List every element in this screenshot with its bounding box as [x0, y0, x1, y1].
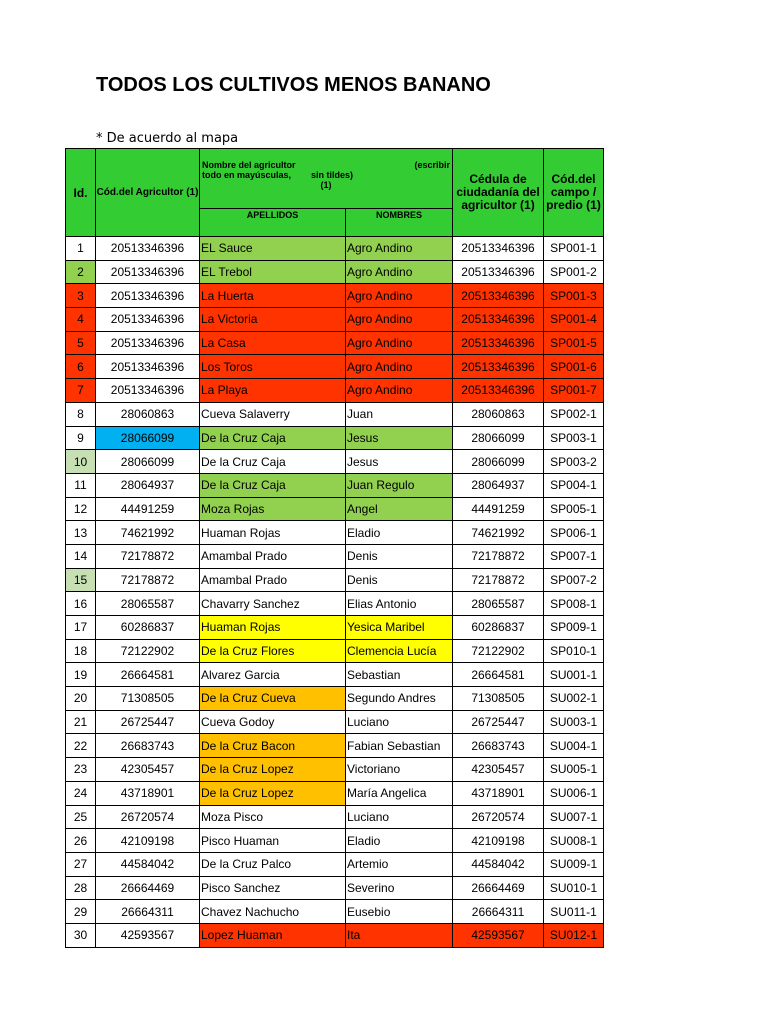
cell-id: 7 — [66, 379, 96, 403]
header-nombre-escribir: (escribir — [414, 160, 451, 170]
header-apellidos: APELLIDOS — [200, 209, 346, 237]
cell-cod-agricultor: 42593567 — [96, 923, 200, 947]
cell-cod-campo: SP001-3 — [544, 284, 604, 308]
cell-cod-campo: SU010-1 — [544, 876, 604, 900]
cell-id: 20 — [66, 687, 96, 711]
header-cedula: Cédula de ciudadanía del agricultor (1) — [453, 149, 544, 237]
cell-nombres: Clemencia Lucía — [346, 639, 453, 663]
cell-cod-campo: SU012-1 — [544, 923, 604, 947]
cell-cod-campo: SU005-1 — [544, 758, 604, 782]
cell-nombres: Denis — [346, 568, 453, 592]
header-id: Id. — [66, 149, 96, 237]
cell-apellidos: La Playa — [200, 379, 346, 403]
cell-cod-campo: SU009-1 — [544, 852, 604, 876]
cell-nombres: Agro Andino — [346, 260, 453, 284]
cell-cedula: 26664469 — [453, 876, 544, 900]
cell-cod-campo: SP003-2 — [544, 450, 604, 474]
cell-cod-campo: SP009-1 — [544, 616, 604, 640]
table-row — [66, 568, 604, 592]
cell-cod-agricultor: 42305457 — [96, 758, 200, 782]
cell-nombres: María Angelica — [346, 781, 453, 805]
header-nombre-line2: todo en mayúsculas, sin tildes) — [202, 170, 354, 180]
cell-cod-agricultor: 71308505 — [96, 687, 200, 711]
cell-cedula: 20513346396 — [453, 331, 544, 355]
cell-id: 17 — [66, 616, 96, 640]
cell-nombres: Sebastian — [346, 663, 453, 687]
table-row — [66, 426, 604, 450]
cell-cod-campo: SP005-1 — [544, 497, 604, 521]
cell-apellidos: Alvarez Garcia — [200, 663, 346, 687]
table-row — [66, 355, 604, 379]
cell-id: 26 — [66, 829, 96, 853]
cell-cod-agricultor: 26664469 — [96, 876, 200, 900]
cell-cedula: 42305457 — [453, 758, 544, 782]
cell-cod-campo: SU002-1 — [544, 687, 604, 711]
map-note: * De acuerdo al mapa — [96, 131, 239, 146]
cell-cod-agricultor: 26664581 — [96, 663, 200, 687]
cell-cod-agricultor: 20513346396 — [96, 284, 200, 308]
cell-cod-campo: SU006-1 — [544, 781, 604, 805]
table-row — [66, 284, 604, 308]
cell-apellidos: De la Cruz Cueva — [200, 687, 346, 711]
cell-apellidos: Huaman Rojas — [200, 521, 346, 545]
cell-apellidos: Chavarry Sanchez — [200, 592, 346, 616]
cell-cod-campo: SU008-1 — [544, 829, 604, 853]
cell-cod-campo: SP002-1 — [544, 402, 604, 426]
cell-nombres: Jesus — [346, 450, 453, 474]
table-row — [66, 592, 604, 616]
table-body — [66, 237, 604, 948]
cell-apellidos: Moza Rojas — [200, 497, 346, 521]
cell-id: 11 — [66, 473, 96, 497]
cell-cod-agricultor: 26664311 — [96, 900, 200, 924]
cell-cod-campo: SU011-1 — [544, 900, 604, 924]
cell-id: 24 — [66, 781, 96, 805]
cell-cod-agricultor: 20513346396 — [96, 308, 200, 332]
cell-cedula: 44584042 — [453, 852, 544, 876]
cell-id: 4 — [66, 308, 96, 332]
cell-apellidos: Los Toros — [200, 355, 346, 379]
cell-cod-agricultor: 26683743 — [96, 734, 200, 758]
cell-apellidos: La Casa — [200, 331, 346, 355]
table-row — [66, 237, 604, 261]
cell-nombres: Victoriano — [346, 758, 453, 782]
cell-cod-agricultor: 20513346396 — [96, 379, 200, 403]
cell-apellidos: La Huerta — [200, 284, 346, 308]
cell-nombres: Agro Andino — [346, 284, 453, 308]
cell-id: 9 — [66, 426, 96, 450]
cell-nombres: Angel — [346, 497, 453, 521]
table-row — [66, 805, 604, 829]
cell-id: 21 — [66, 710, 96, 734]
cell-apellidos: Pisco Huaman — [200, 829, 346, 853]
cell-cod-campo: SP001-7 — [544, 379, 604, 403]
cell-apellidos: De la Cruz Caja — [200, 473, 346, 497]
table-row — [66, 497, 604, 521]
cell-cedula: 42593567 — [453, 923, 544, 947]
table-row — [66, 544, 604, 568]
header-nombre-line3: (1) — [320, 180, 332, 190]
table-row — [66, 734, 604, 758]
cell-cedula: 26664581 — [453, 663, 544, 687]
cell-cod-campo: SP010-1 — [544, 639, 604, 663]
table-row — [66, 758, 604, 782]
table-row — [66, 663, 604, 687]
cell-cod-campo: SU004-1 — [544, 734, 604, 758]
cell-nombres: Jesus — [346, 426, 453, 450]
cell-cedula: 60286837 — [453, 616, 544, 640]
cell-id: 5 — [66, 331, 96, 355]
cell-cod-campo: SP001-4 — [544, 308, 604, 332]
cell-apellidos: Lopez Huaman — [200, 923, 346, 947]
cell-nombres: Agro Andino — [346, 355, 453, 379]
cell-cod-campo: SU007-1 — [544, 805, 604, 829]
table-row — [66, 687, 604, 711]
cell-cedula: 28066099 — [453, 450, 544, 474]
table-row — [66, 852, 604, 876]
cell-id: 13 — [66, 521, 96, 545]
cell-cod-agricultor: 72122902 — [96, 639, 200, 663]
cell-cod-campo: SU003-1 — [544, 710, 604, 734]
cell-cod-campo: SP008-1 — [544, 592, 604, 616]
cell-id: 15 — [66, 568, 96, 592]
cell-cedula: 28064937 — [453, 473, 544, 497]
cell-nombres: Agro Andino — [346, 237, 453, 261]
cell-cedula: 28065587 — [453, 592, 544, 616]
header-nombre-line1: Nombre del agricultor — [202, 160, 296, 170]
cell-id: 6 — [66, 355, 96, 379]
cell-cod-agricultor: 28066099 — [96, 450, 200, 474]
cell-nombres: Ita — [346, 923, 453, 947]
cell-apellidos: La Victoria — [200, 308, 346, 332]
cell-cod-campo: SP006-1 — [544, 521, 604, 545]
table-row — [66, 876, 604, 900]
cell-apellidos: De la Cruz Caja — [200, 450, 346, 474]
cell-id: 29 — [66, 900, 96, 924]
table-row — [66, 402, 604, 426]
cell-apellidos: De la Cruz Palco — [200, 852, 346, 876]
cell-cod-agricultor: 20513346396 — [96, 237, 200, 261]
cell-apellidos: Amambal Prado — [200, 544, 346, 568]
table-row — [66, 710, 604, 734]
cell-apellidos: Amambal Prado — [200, 568, 346, 592]
cell-id: 3 — [66, 284, 96, 308]
cell-cedula: 26725447 — [453, 710, 544, 734]
cell-cod-campo: SP007-1 — [544, 544, 604, 568]
cell-cod-agricultor: 60286837 — [96, 616, 200, 640]
cell-apellidos: Moza Pisco — [200, 805, 346, 829]
cell-cod-campo: SP001-2 — [544, 260, 604, 284]
cell-cod-agricultor: 26725447 — [96, 710, 200, 734]
cell-cod-agricultor: 74621992 — [96, 521, 200, 545]
header-cod-agricultor: Cód.del Agricultor (1) — [96, 149, 200, 237]
table-row — [66, 473, 604, 497]
cell-cod-agricultor: 20513346396 — [96, 331, 200, 355]
cell-cod-agricultor: 28066099 — [96, 426, 200, 450]
cell-apellidos: De la Cruz Lopez — [200, 758, 346, 782]
cell-id: 18 — [66, 639, 96, 663]
cell-cedula: 20513346396 — [453, 237, 544, 261]
cell-cedula: 26720574 — [453, 805, 544, 829]
cell-cod-agricultor: 44491259 — [96, 497, 200, 521]
cell-cod-campo: SP004-1 — [544, 473, 604, 497]
cell-apellidos: Huaman Rojas — [200, 616, 346, 640]
cell-nombres: Juan — [346, 402, 453, 426]
cell-cod-agricultor: 20513346396 — [96, 260, 200, 284]
cell-cod-campo: SP001-5 — [544, 331, 604, 355]
farmers-table — [65, 148, 604, 948]
cell-cedula: 44491259 — [453, 497, 544, 521]
table-row — [66, 639, 604, 663]
cell-cod-agricultor: 44584042 — [96, 852, 200, 876]
cell-id: 2 — [66, 260, 96, 284]
cell-id: 22 — [66, 734, 96, 758]
cell-cod-agricultor: 28064937 — [96, 473, 200, 497]
table-row — [66, 308, 604, 332]
cell-cod-agricultor: 28060863 — [96, 402, 200, 426]
cell-cod-campo: SP001-6 — [544, 355, 604, 379]
cell-cedula: 20513346396 — [453, 284, 544, 308]
cell-nombres: Agro Andino — [346, 379, 453, 403]
cell-cedula: 20513346396 — [453, 260, 544, 284]
cell-nombres: Eusebio — [346, 900, 453, 924]
cell-nombres: Luciano — [346, 710, 453, 734]
table-row — [66, 900, 604, 924]
cell-cedula: 20513346396 — [453, 355, 544, 379]
cell-cod-agricultor: 42109198 — [96, 829, 200, 853]
cell-nombres: Juan Regulo — [346, 473, 453, 497]
cell-cod-campo: SP007-2 — [544, 568, 604, 592]
cell-nombres: Fabian Sebastian — [346, 734, 453, 758]
header-nombres: NOMBRES — [346, 209, 453, 237]
cell-cod-agricultor: 20513346396 — [96, 355, 200, 379]
cell-apellidos: De la Cruz Caja — [200, 426, 346, 450]
cell-nombres: Segundo Andres — [346, 687, 453, 711]
cell-nombres: Eladio — [346, 829, 453, 853]
cell-cod-campo: SP003-1 — [544, 426, 604, 450]
cell-id: 16 — [66, 592, 96, 616]
header-nombre-agricultor — [200, 149, 453, 209]
cell-nombres: Denis — [346, 544, 453, 568]
cell-apellidos: EL Sauce — [200, 237, 346, 261]
cell-apellidos: Chavez Nachucho — [200, 900, 346, 924]
cell-id: 1 — [66, 237, 96, 261]
cell-nombres: Agro Andino — [346, 308, 453, 332]
cell-id: 25 — [66, 805, 96, 829]
table-row — [66, 923, 604, 947]
cell-id: 19 — [66, 663, 96, 687]
cell-cedula: 20513346396 — [453, 379, 544, 403]
cell-cedula: 74621992 — [453, 521, 544, 545]
cell-id: 10 — [66, 450, 96, 474]
cell-cod-campo: SP001-1 — [544, 237, 604, 261]
cell-cedula: 71308505 — [453, 687, 544, 711]
cell-cedula: 28066099 — [453, 426, 544, 450]
cell-nombres: Severino — [346, 876, 453, 900]
cell-cedula: 72122902 — [453, 639, 544, 663]
table-row — [66, 450, 604, 474]
cell-id: 12 — [66, 497, 96, 521]
cell-cedula: 20513346396 — [453, 308, 544, 332]
cell-cod-agricultor: 43718901 — [96, 781, 200, 805]
cell-nombres: Eladio — [346, 521, 453, 545]
cell-id: 27 — [66, 852, 96, 876]
cell-id: 14 — [66, 544, 96, 568]
cell-nombres: Agro Andino — [346, 331, 453, 355]
table-row — [66, 521, 604, 545]
cell-cod-agricultor: 28065587 — [96, 592, 200, 616]
cell-cod-agricultor: 26720574 — [96, 805, 200, 829]
cell-cedula: 72178872 — [453, 544, 544, 568]
cell-apellidos: Pisco Sanchez — [200, 876, 346, 900]
header-cod-campo: Cód.del campo / predio (1) — [544, 149, 604, 237]
table-row — [66, 379, 604, 403]
cell-apellidos: De la Cruz Bacon — [200, 734, 346, 758]
cell-id: 8 — [66, 402, 96, 426]
cell-nombres: Yesica Maribel — [346, 616, 453, 640]
cell-cedula: 72178872 — [453, 568, 544, 592]
cell-nombres: Artemio — [346, 852, 453, 876]
cell-nombres: Luciano — [346, 805, 453, 829]
cell-apellidos: De la Cruz Lopez — [200, 781, 346, 805]
cell-nombres: Elias Antonio — [346, 592, 453, 616]
cell-cod-agricultor: 72178872 — [96, 544, 200, 568]
cell-id: 28 — [66, 876, 96, 900]
table-row — [66, 260, 604, 284]
page-title: TODOS LOS CULTIVOS MENOS BANANO — [96, 74, 491, 96]
cell-cod-campo: SU001-1 — [544, 663, 604, 687]
cell-cod-agricultor: 72178872 — [96, 568, 200, 592]
cell-cedula: 43718901 — [453, 781, 544, 805]
table-row — [66, 781, 604, 805]
cell-id: 30 — [66, 923, 96, 947]
cell-cedula: 26664311 — [453, 900, 544, 924]
cell-apellidos: Cueva Salaverry — [200, 402, 346, 426]
table-row — [66, 331, 604, 355]
cell-apellidos: Cueva Godoy — [200, 710, 346, 734]
cell-apellidos: De la Cruz Flores — [200, 639, 346, 663]
table-row — [66, 829, 604, 853]
table-row — [66, 616, 604, 640]
cell-cedula: 26683743 — [453, 734, 544, 758]
cell-apellidos: EL Trebol — [200, 260, 346, 284]
cell-cedula: 42109198 — [453, 829, 544, 853]
cell-id: 23 — [66, 758, 96, 782]
cell-cedula: 28060863 — [453, 402, 544, 426]
